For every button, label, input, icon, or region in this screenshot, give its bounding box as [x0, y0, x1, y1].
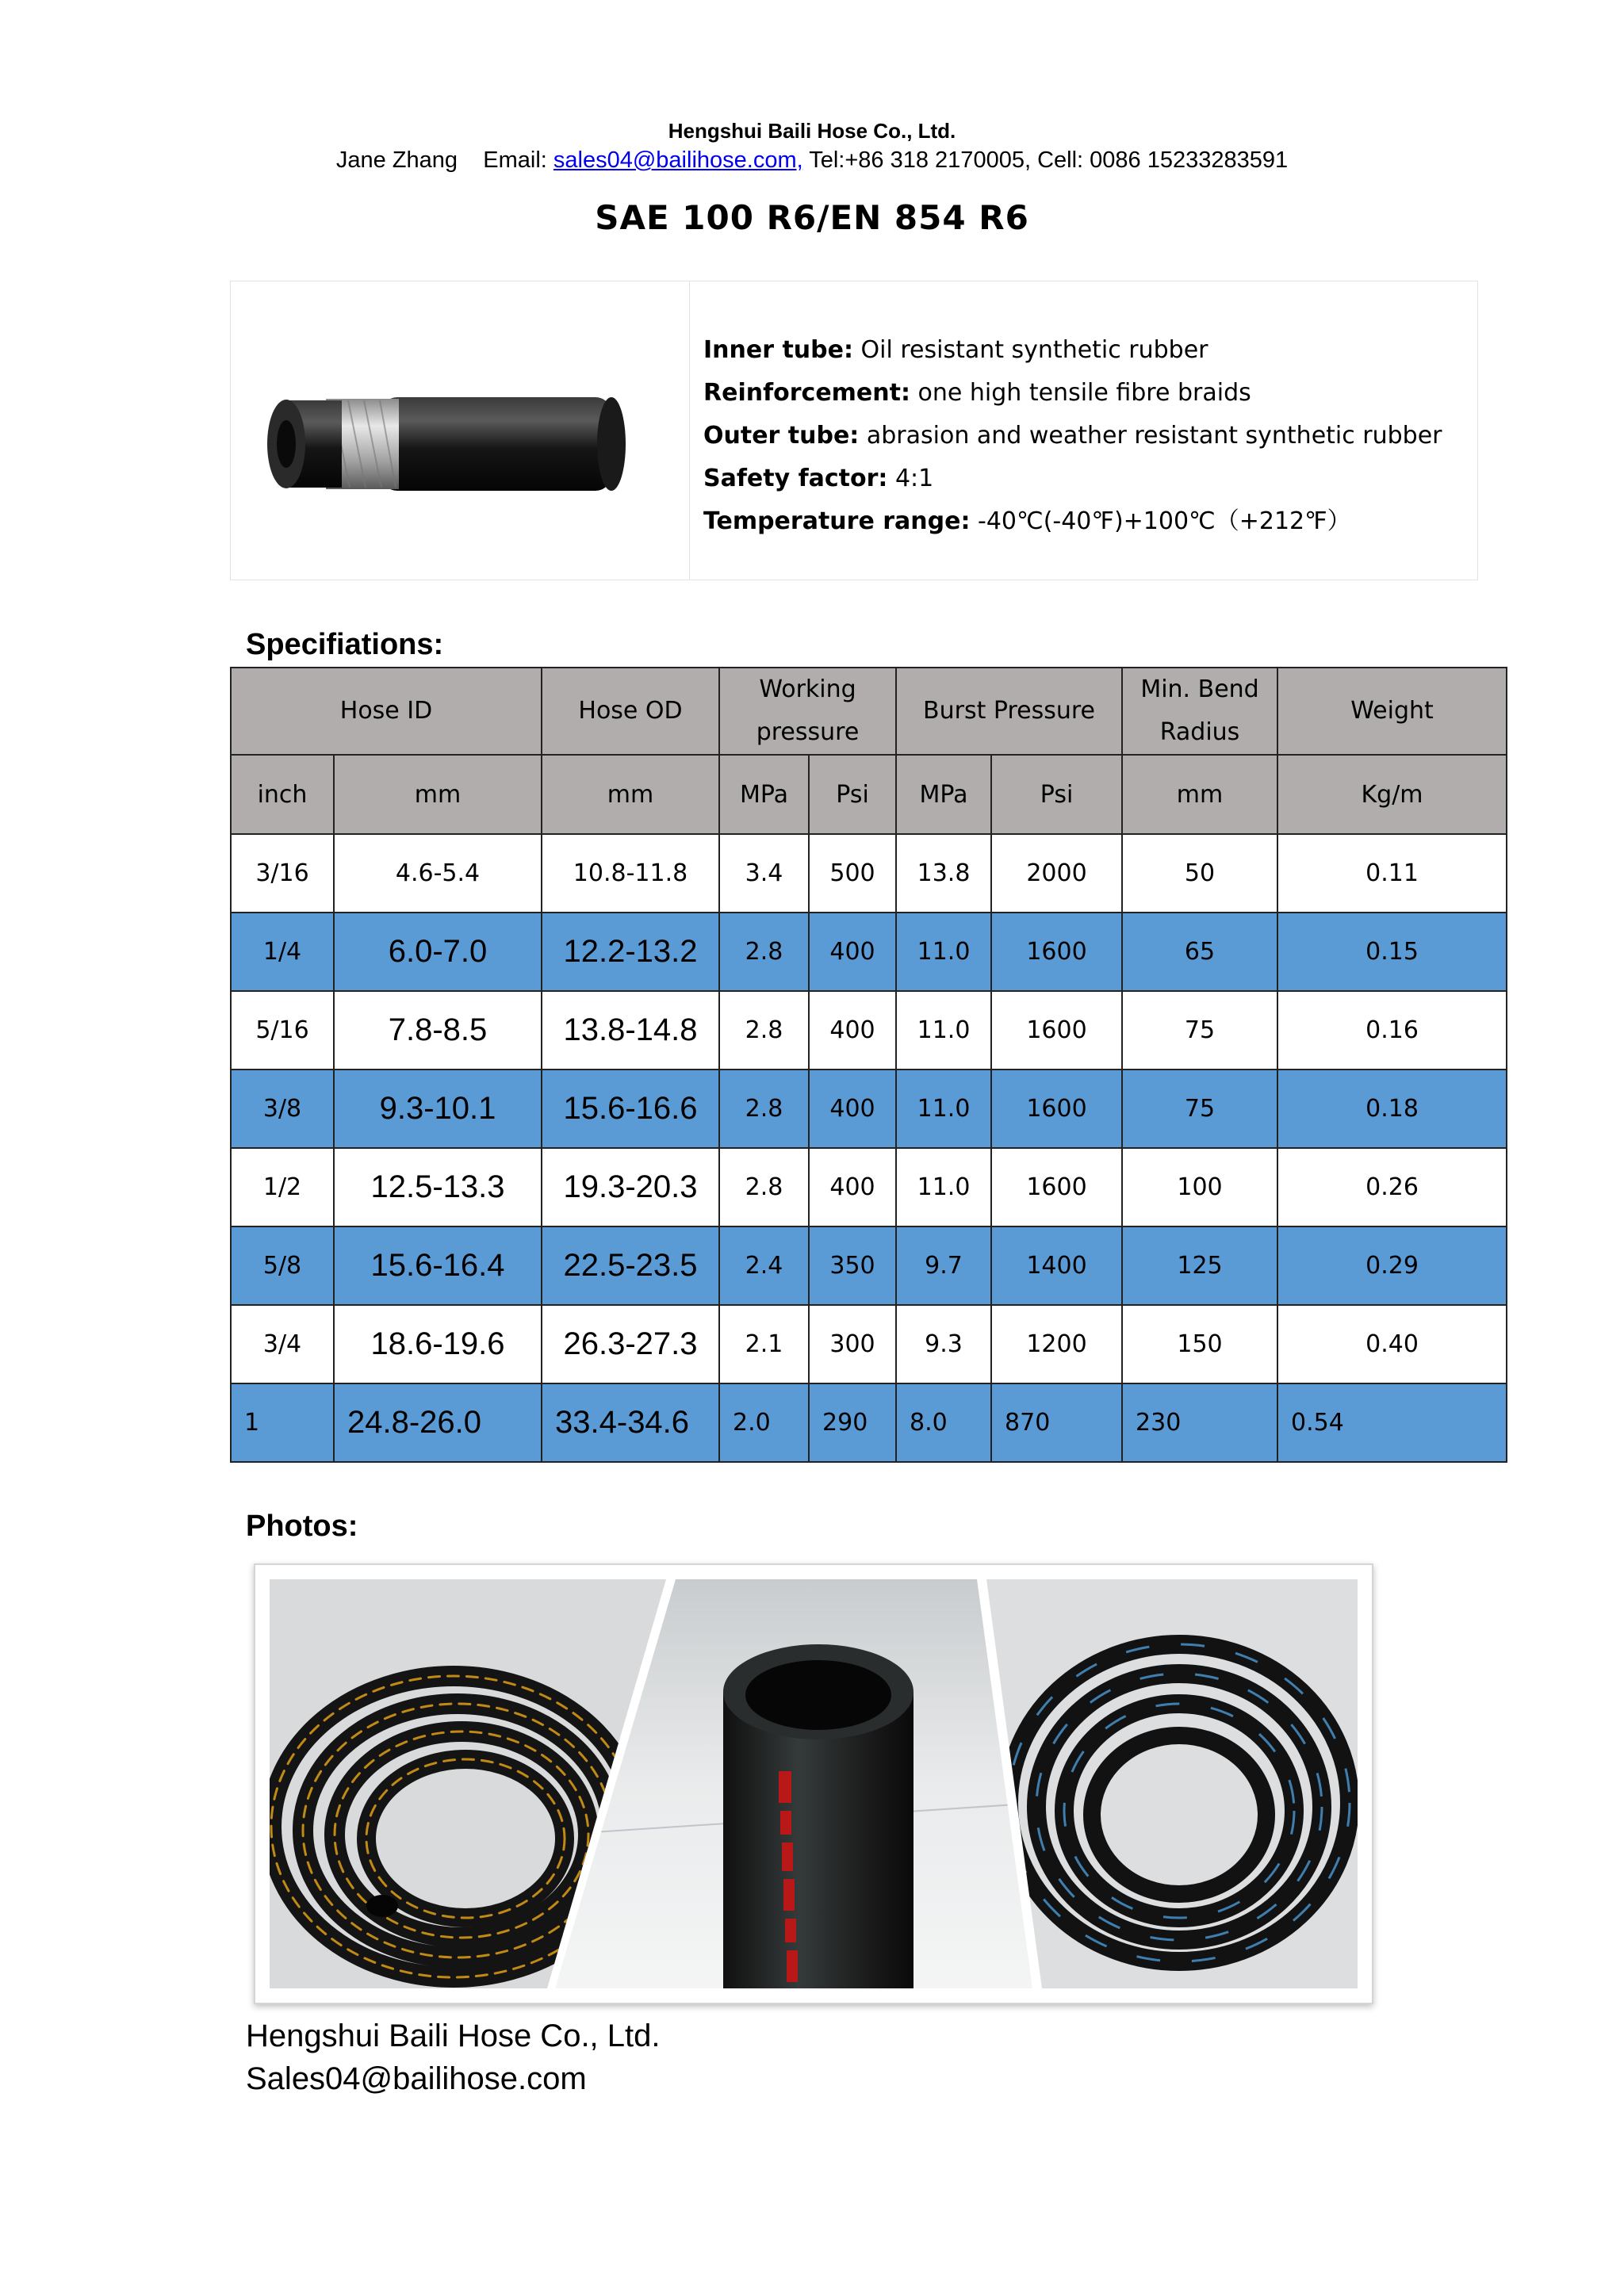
table-cell: 230: [1122, 1383, 1277, 1462]
hose-product-image: [231, 281, 689, 580]
unit-cell: MPa: [719, 755, 809, 834]
table-cell: 13.8-14.8: [542, 991, 719, 1070]
specifications-heading: Specifiations:: [246, 628, 444, 661]
table-cell: 11.0: [896, 913, 991, 991]
table-row: [231, 1148, 1507, 1226]
table-cell: 7.8-8.5: [334, 991, 542, 1070]
table-row: [231, 1070, 1507, 1148]
table-cell: 2.8: [719, 913, 809, 991]
feature-inner-tube: Inner tube: Oil resistant synthetic rubber: [703, 336, 1208, 364]
table-cell: 24.8-26.0: [334, 1383, 542, 1462]
footer-email: Sales04@bailihose.com: [246, 2061, 587, 2096]
table-cell: 1/2: [231, 1148, 334, 1226]
contact-line: [0, 147, 1624, 174]
table-cell: 11.0: [896, 1070, 991, 1148]
email-link[interactable]: sales04@bailihose.com,: [553, 147, 803, 173]
table-cell: 33.4-34.6: [542, 1383, 719, 1462]
unit-cell: mm: [1122, 755, 1277, 834]
specifications-table: [230, 667, 1507, 1463]
table-cell: 100: [1122, 1148, 1277, 1226]
unit-cell: inch: [231, 755, 334, 834]
table-cell: 350: [809, 1226, 896, 1305]
unit-cell: Kg/m: [1277, 755, 1507, 834]
photos-heading: Photos:: [246, 1510, 358, 1543]
header-hose-id: Hose ID: [231, 668, 542, 755]
hose-photos-image: [255, 1565, 1372, 2003]
product-intro-box: [230, 281, 1478, 580]
table-cell: 0.40: [1277, 1305, 1507, 1383]
table-row: [231, 834, 1507, 913]
table-cell: 11.0: [896, 991, 991, 1070]
table-cell: 9.7: [896, 1226, 991, 1305]
table-cell: 1600: [991, 1148, 1122, 1226]
table-header-row: [231, 668, 1507, 755]
feature-reinforcement: Reinforcement: one high tensile fibre braids: [703, 379, 1251, 407]
table-cell: 2.8: [719, 1070, 809, 1148]
table-cell: 400: [809, 913, 896, 991]
table-row: [231, 1305, 1507, 1383]
table-cell: 300: [809, 1305, 896, 1383]
table-cell: 5/8: [231, 1226, 334, 1305]
table-cell: 65: [1122, 913, 1277, 991]
unit-cell: Psi: [991, 755, 1122, 834]
header-burst-pressure: Burst Pressure: [896, 668, 1122, 755]
table-row: [231, 913, 1507, 991]
table-cell: 9.3-10.1: [334, 1070, 542, 1148]
table-cell: 3/4: [231, 1305, 334, 1383]
feature-temperature-range: Temperature range: -40℃(-40℉)+100℃（+212℉）: [703, 507, 1351, 535]
table-cell: 2.4: [719, 1226, 809, 1305]
contact-name: Jane Zhang: [335, 147, 458, 173]
table-cell: 11.0: [896, 1148, 991, 1226]
table-cell: 75: [1122, 991, 1277, 1070]
phone-numbers: Tel:+86 318 2170005, Cell: 0086 15233283591: [809, 147, 1289, 173]
header-hose-od: Hose OD: [542, 668, 719, 755]
footer-company: Hengshui Baili Hose Co., Ltd.: [246, 2019, 661, 2053]
unit-cell: MPa: [896, 755, 991, 834]
table-cell: 400: [809, 991, 896, 1070]
table-cell: 1600: [991, 913, 1122, 991]
table-cell: 13.8: [896, 834, 991, 913]
table-cell: 9.3: [896, 1305, 991, 1383]
table-cell: 2.8: [719, 1148, 809, 1226]
table-cell: 0.18: [1277, 1070, 1507, 1148]
table-cell: 3/16: [231, 834, 334, 913]
table-row: [231, 1226, 1507, 1305]
table-cell: 290: [809, 1383, 896, 1462]
table-cell: 1/4: [231, 913, 334, 991]
table-cell: 2.0: [719, 1383, 809, 1462]
feature-list: [703, 329, 1442, 543]
table-cell: 2.1: [719, 1305, 809, 1383]
photos-collage: [254, 1563, 1373, 2004]
feature-safety-factor: Safety factor: 4:1: [703, 465, 934, 492]
table-cell: 26.3-27.3: [542, 1305, 719, 1383]
table-cell: 10.8-11.8: [542, 834, 719, 913]
page-title: SAE 100 R6/EN 854 R6: [595, 198, 1029, 237]
table-cell: 2.8: [719, 991, 809, 1070]
table-cell: 18.6-19.6: [334, 1305, 542, 1383]
table-cell: 0.29: [1277, 1226, 1507, 1305]
table-cell: 6.0-7.0: [334, 913, 542, 991]
table-cell: 1600: [991, 991, 1122, 1070]
table-cell: 500: [809, 834, 896, 913]
table-cell: 15.6-16.6: [542, 1070, 719, 1148]
table-cell: 0.15: [1277, 913, 1507, 991]
table-cell: 4.6-5.4: [334, 834, 542, 913]
table-cell: 870: [991, 1383, 1122, 1462]
table-cell: 19.3-20.3: [542, 1148, 719, 1226]
email-label: Email:: [483, 147, 547, 173]
table-cell: 125: [1122, 1226, 1277, 1305]
table-cell: 400: [809, 1070, 896, 1148]
table-cell: 12.2-13.2: [542, 913, 719, 991]
table-cell: 3.4: [719, 834, 809, 913]
table-cell: 50: [1122, 834, 1277, 913]
table-cell: 150: [1122, 1305, 1277, 1383]
table-cell: 75: [1122, 1070, 1277, 1148]
table-cell: 1200: [991, 1305, 1122, 1383]
table-cell: 22.5-23.5: [542, 1226, 719, 1305]
table-cell: 0.11: [1277, 834, 1507, 913]
table-units-row: [231, 755, 1507, 834]
table-row: [231, 991, 1507, 1070]
table-cell: 3/8: [231, 1070, 334, 1148]
table-cell: 400: [809, 1148, 896, 1226]
table-row: [231, 1383, 1507, 1462]
table-cell: 0.54: [1277, 1383, 1507, 1462]
company-name: Hengshui Baili Hose Co., Ltd.: [668, 119, 956, 143]
table-cell: 8.0: [896, 1383, 991, 1462]
unit-cell: mm: [542, 755, 719, 834]
unit-cell: mm: [334, 755, 542, 834]
table-cell: 5/16: [231, 991, 334, 1070]
table-cell: 1: [231, 1383, 334, 1462]
header-weight: Weight: [1277, 668, 1507, 755]
header-working-pressure: Working pressure: [719, 668, 896, 755]
table-cell: 0.26: [1277, 1148, 1507, 1226]
table-cell: 0.16: [1277, 991, 1507, 1070]
unit-cell: Psi: [809, 755, 896, 834]
feature-outer-tube: Outer tube: abrasion and weather resistant synthetic rubber: [703, 422, 1442, 450]
table-cell: 12.5-13.3: [334, 1148, 542, 1226]
table-cell: 2000: [991, 834, 1122, 913]
header-min-bend-radius: Min. Bend Radius: [1122, 668, 1277, 755]
table-cell: 1400: [991, 1226, 1122, 1305]
hose-image-cell: [231, 281, 690, 580]
table-cell: 15.6-16.4: [334, 1226, 542, 1305]
table-cell: 1600: [991, 1070, 1122, 1148]
